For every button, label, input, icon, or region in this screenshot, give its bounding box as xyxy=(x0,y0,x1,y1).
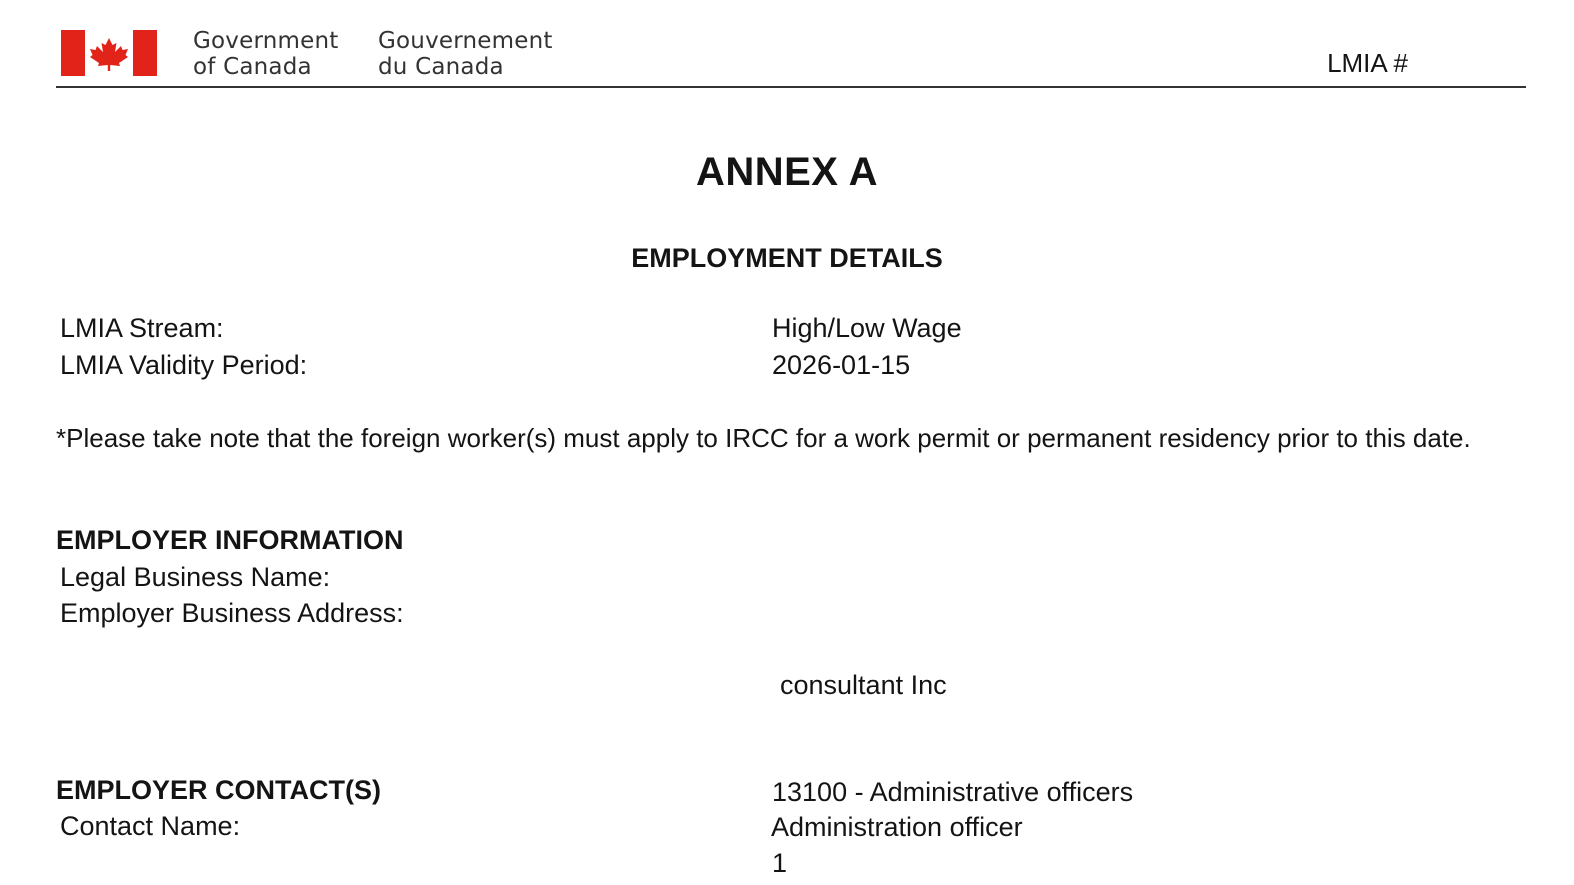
job-title-value: Administration officer xyxy=(771,812,1023,842)
wordmark-english-line-1: Government xyxy=(193,28,339,54)
wordmark-french-line-1: Gouvernement xyxy=(378,28,553,54)
lmia-stream-label: LMIA Stream: xyxy=(60,313,224,343)
employer-information-heading: EMPLOYER INFORMATION xyxy=(56,525,404,555)
wordmark-english-line-2: of Canada xyxy=(193,54,312,80)
work-permit-note: *Please take note that the foreign worker(s) must apply to IRCC for a work permit or permanent residency prior to this date. xyxy=(56,423,1471,453)
header-divider xyxy=(56,86,1526,88)
occupation-code-value: 13100 - Administrative officers xyxy=(772,777,1134,807)
wordmark-english xyxy=(193,28,338,80)
lmia-validity-label: LMIA Validity Period: xyxy=(60,350,308,380)
employer-name-value: consultant Inc xyxy=(780,670,947,700)
lmia-number-label: LMIA # xyxy=(1327,48,1408,78)
wordmark-french xyxy=(378,28,553,80)
canada-flag-icon xyxy=(61,30,157,76)
legal-business-name-label: Legal Business Name: xyxy=(60,562,331,592)
business-address-label: Employer Business Address: xyxy=(60,598,404,628)
document-header xyxy=(56,0,1526,88)
lmia-stream-value: High/Low Wage xyxy=(772,313,962,343)
page-title: ANNEX A xyxy=(695,150,879,194)
contact-name-label: Contact Name: xyxy=(60,811,241,841)
employer-contacts-heading: EMPLOYER CONTACT(S) xyxy=(56,775,381,805)
wordmark-french-line-2: du Canada xyxy=(378,54,504,80)
lmia-validity-value: 2026-01-15 xyxy=(772,350,911,380)
employment-details-heading: EMPLOYMENT DETAILS xyxy=(631,243,943,273)
positions-count-value: 1 xyxy=(772,848,788,878)
